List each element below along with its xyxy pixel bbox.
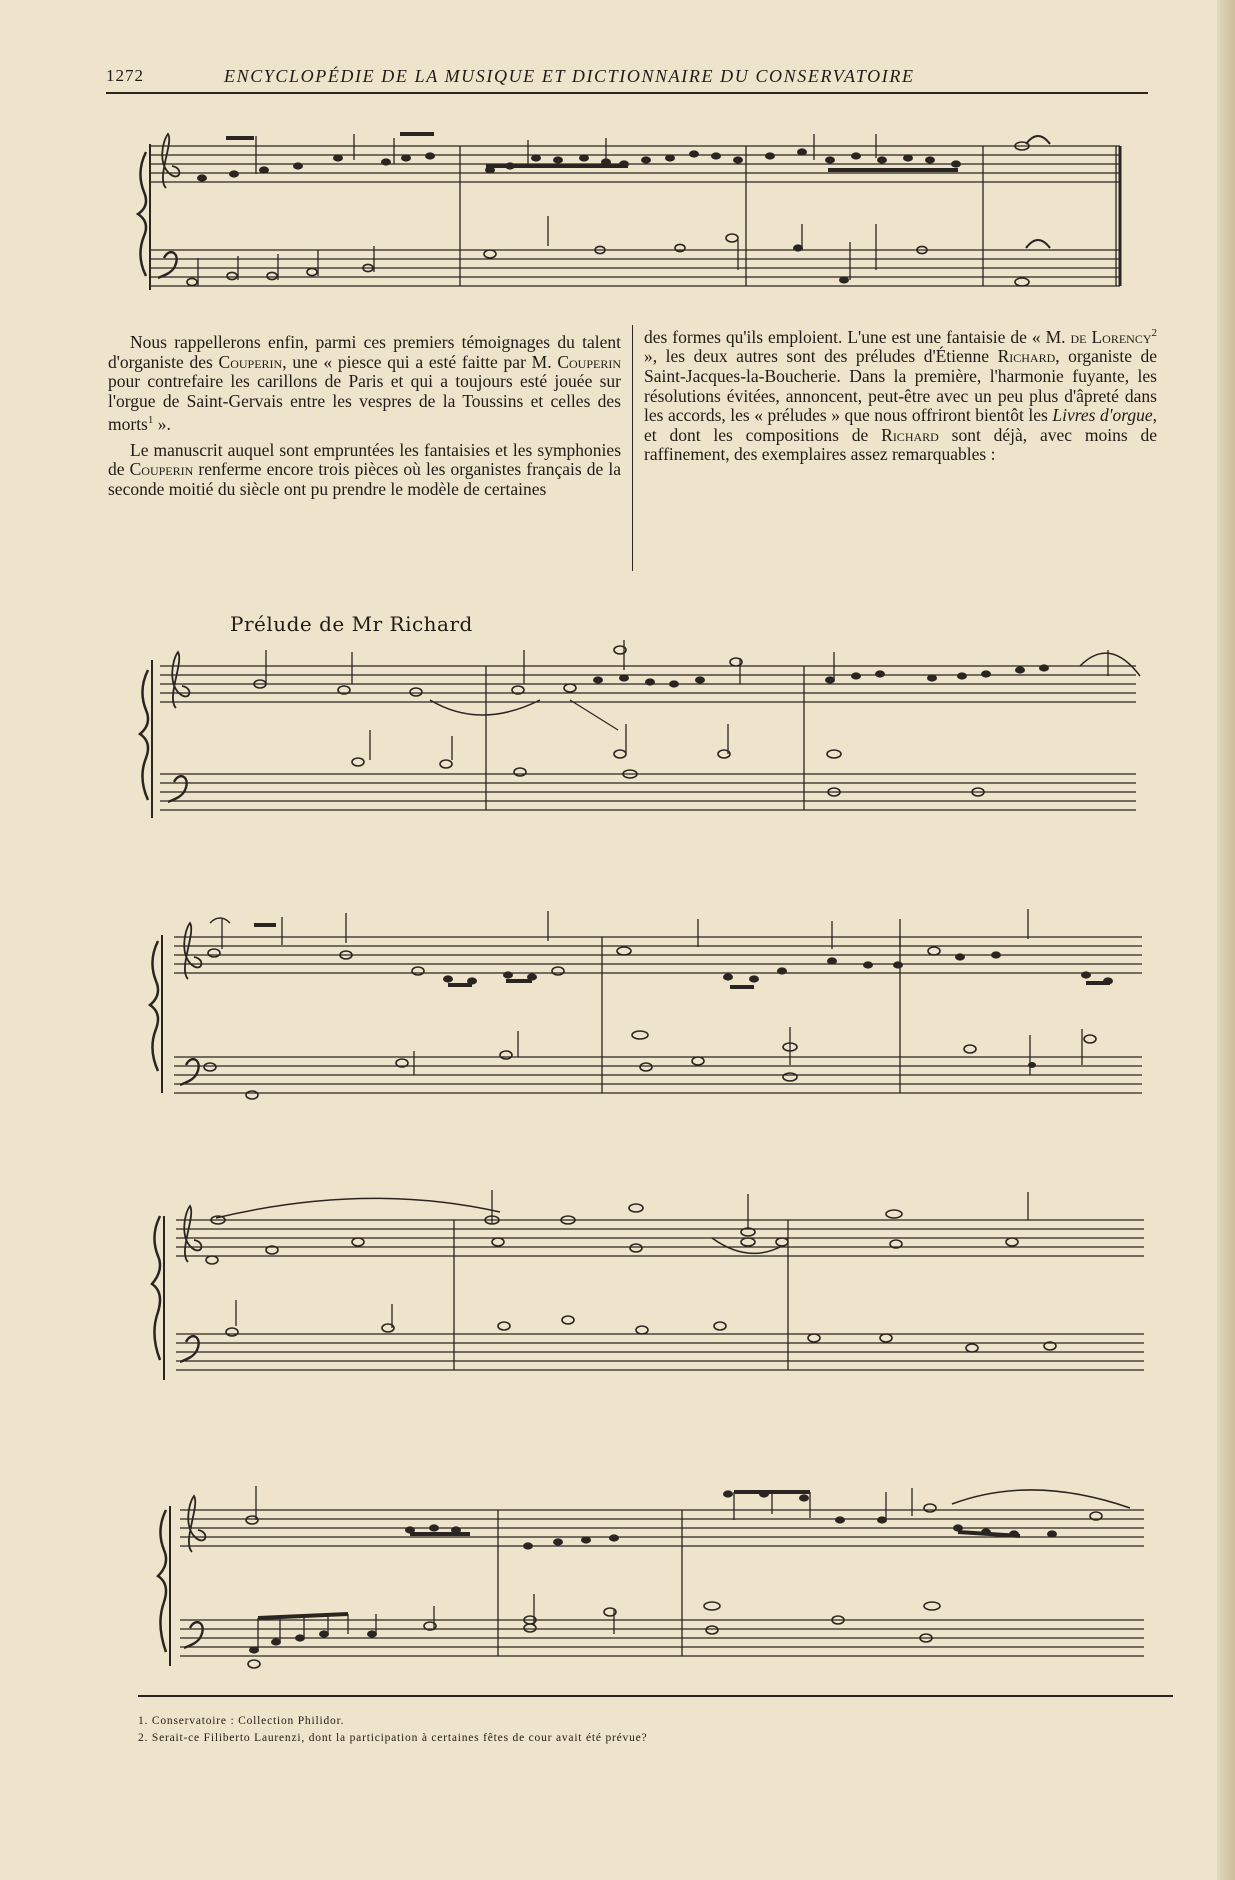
name-couperin: Couperin <box>129 459 194 480</box>
score-fragment-1 <box>138 130 1123 300</box>
music-system-1 <box>138 130 1123 300</box>
score-prelude-system-3 <box>152 1180 1147 1385</box>
column-divider <box>632 325 633 571</box>
music-system-2 <box>140 640 1140 820</box>
page-edge <box>1217 0 1235 1880</box>
running-title: ENCYCLOPÉDIE DE LA MUSIQUE ET DICTIONNAIRE DU CONSERVATOIRE <box>224 66 915 86</box>
footnotes <box>138 1695 1173 1747</box>
music-system-5 <box>158 1470 1148 1670</box>
text-run: », les deux autres sont des préludes d'Étienne <box>644 346 998 367</box>
text-run: sont déjà, avec moins de raffinement, des exemplaires assez remarquables : <box>644 424 1157 465</box>
music-system-4 <box>152 1180 1147 1385</box>
paragraph-manuscrit <box>108 441 621 500</box>
text-run: renferme encore trois pièces où les organistes français de la seconde moitié du siècle ont pu prendre le modèle de certaines <box>108 459 621 499</box>
footnote-ref-2: 2 <box>1151 327 1157 339</box>
text-run: Le manuscrit auquel sont empruntées les fantaisies et les symphonies de <box>108 439 621 480</box>
text-run: Nous rappellerons enfin, parmi ces premiers témoignages du talent d'organiste des <box>108 332 621 372</box>
name-richard: Richard <box>997 346 1056 367</box>
text-run: , organiste de Saint-Jacques-la-Boucherie. Dans la première, l'harmonie fuyante, les résolutions évitées, annoncent, peut-être avec un peu plus d'âpreté dans les accords, les « préludes » que nous offriront bientôt les <box>644 346 1157 426</box>
text-run: , et dont les compositions de <box>644 405 1157 445</box>
paragraph-carillons <box>108 333 621 435</box>
score-prelude-system-1 <box>140 640 1140 820</box>
text-run: ». <box>153 414 171 435</box>
text-run: , une « piesce qui a esté faitte par M. <box>282 351 558 372</box>
name-couperin: Couperin <box>218 351 283 372</box>
text-column-left <box>108 333 621 500</box>
text-run: des formes qu'ils emploient. L'une est une fantaisie de « <box>644 326 1046 347</box>
text-column-right <box>644 324 1157 465</box>
footnote-1: 1. Conservatoire : Collection Philidor. <box>138 1715 345 1727</box>
title-livres-d-orgue: Livres d'orgue <box>1052 405 1153 426</box>
score-prelude-system-4 <box>158 1470 1148 1670</box>
paragraph-continued <box>644 324 1157 465</box>
name-lorency: M. de Lorency <box>1045 326 1152 347</box>
page-number: 1272 <box>106 66 144 85</box>
score-prelude-system-2 <box>150 915 1145 1095</box>
running-header <box>106 66 1148 94</box>
prelude-title: Prélude de Mr Richard <box>230 612 473 636</box>
text-run: pour contrefaire les carillons de Paris et qui a toujours esté jouée sur l'orgue de Saint-Gervais entre les vespres de la Toussins et celles des morts <box>108 371 621 435</box>
footnote-2: 2. Serait-ce Filiberto Laurenzi, dont la participation à certaines fêtes de cour avait été prévue? <box>138 1732 648 1744</box>
name-couperin: Couperin <box>557 351 621 372</box>
music-system-3 <box>150 915 1145 1095</box>
footnote-ref-1: 1 <box>147 414 154 427</box>
name-richard: Richard <box>881 424 939 445</box>
